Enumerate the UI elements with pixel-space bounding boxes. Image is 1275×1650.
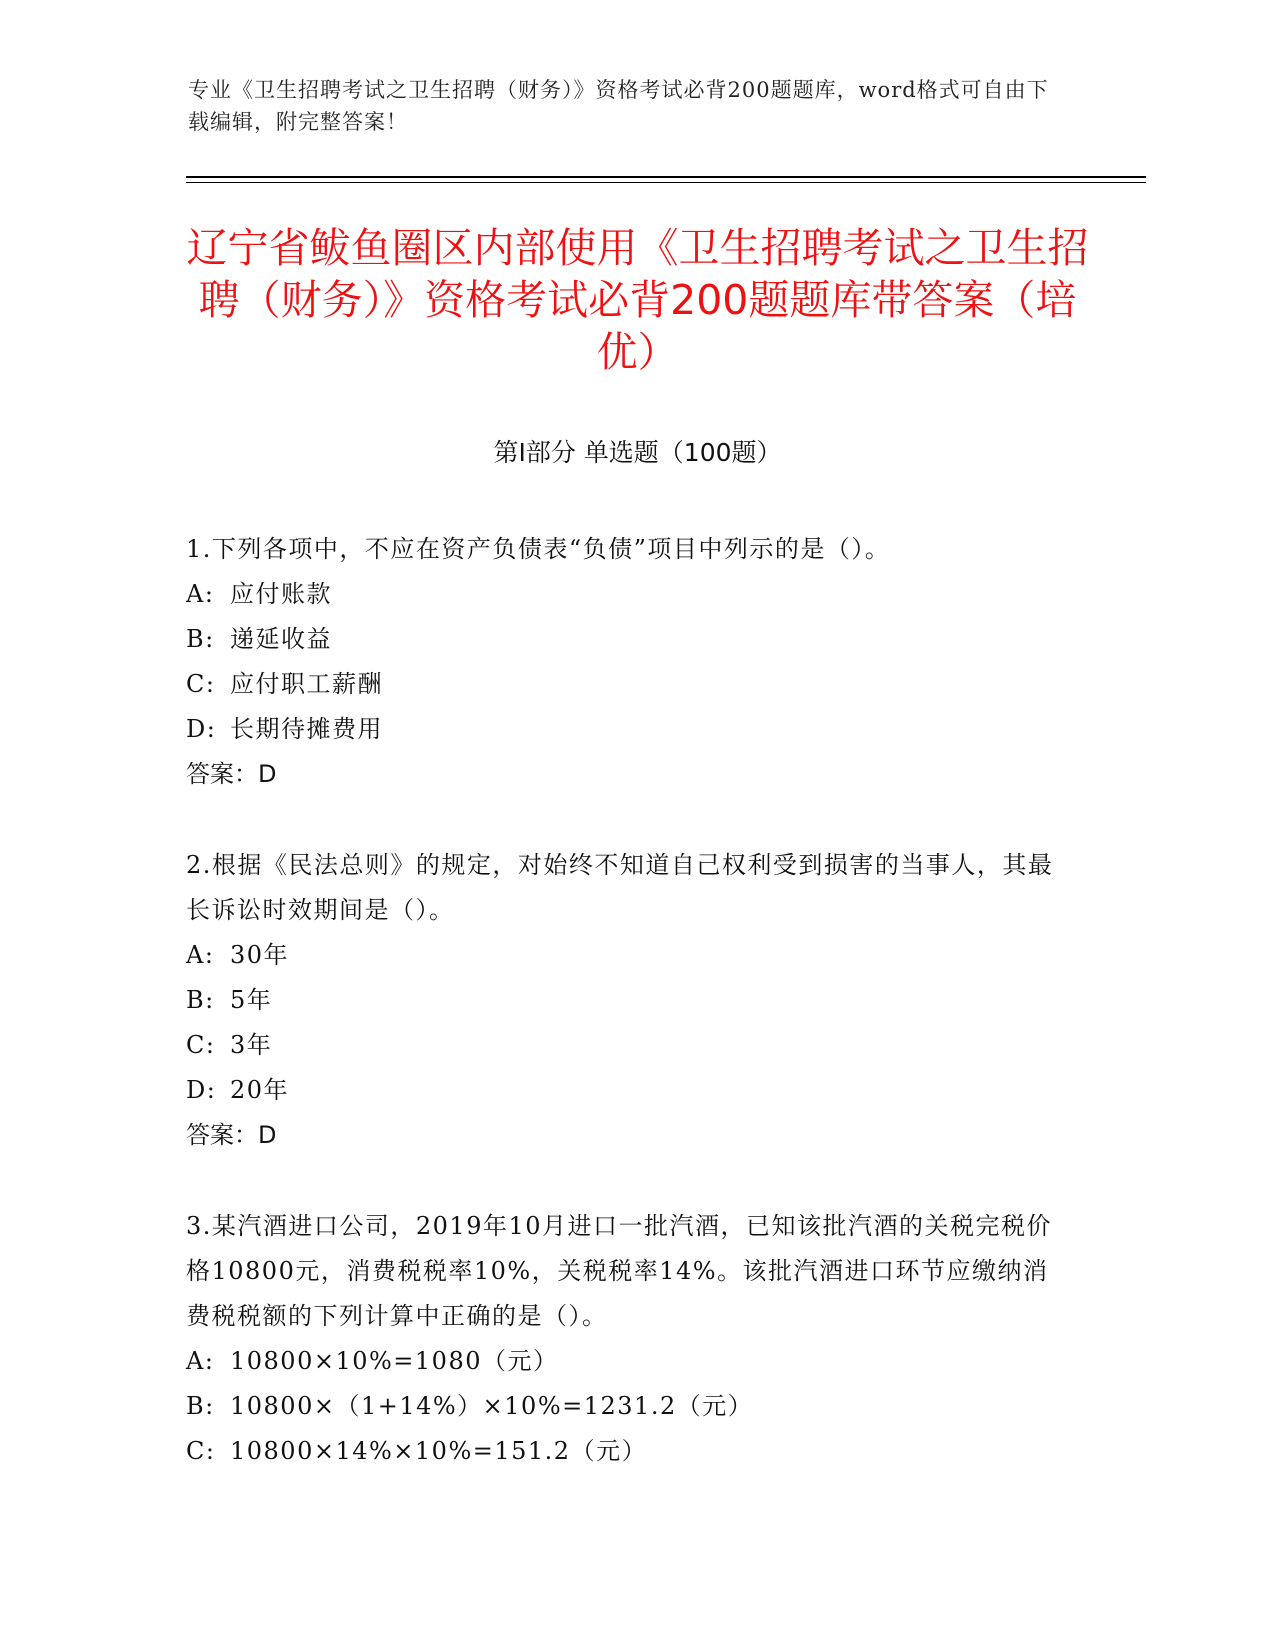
- question-3: [186, 1204, 1066, 1474]
- document-title: 辽宁省鲅鱼圈区内部使用《卫生招聘考试之卫生招聘（财务）》资格考试必背200题题库带答案（培优）: [186, 224, 1089, 376]
- question-stem: 2.根据《民法总则》的规定，对始终不知道自己权利受到损害的当事人，其最长诉讼时效期间是（）。: [186, 851, 1054, 924]
- option-c: [186, 1429, 1066, 1474]
- option-key: B:: [186, 986, 215, 1014]
- header-rule-thick: [186, 176, 1146, 178]
- option-text: 递延收益: [230, 625, 332, 653]
- option-text: 10800×10%=1080（元）: [230, 1347, 559, 1375]
- option-key: A:: [186, 1347, 215, 1375]
- option-a: [186, 572, 1066, 617]
- option-d: [186, 1068, 1066, 1113]
- answer-line: 答案：D: [186, 760, 277, 788]
- option-text: 长期待摊费用: [230, 715, 383, 743]
- question-1: [186, 527, 1066, 797]
- option-text: 20年: [230, 1076, 290, 1104]
- option-key: A:: [186, 941, 215, 969]
- option-text: 10800×（1+14%）×10%=1231.2（元）: [230, 1392, 754, 1420]
- question-2: [186, 843, 1066, 1158]
- option-a: [186, 1339, 1066, 1384]
- option-b: [186, 1384, 1066, 1429]
- option-key: B:: [186, 625, 215, 653]
- option-b: [186, 617, 1066, 662]
- option-text: 5年: [230, 986, 273, 1014]
- option-text: 应付账款: [230, 580, 332, 608]
- option-text: 应付职工薪酬: [230, 670, 383, 698]
- option-text: 30年: [230, 941, 290, 969]
- option-text: 3年: [230, 1031, 273, 1059]
- question-list: [186, 527, 1066, 1520]
- option-key: A:: [186, 580, 215, 608]
- option-a: [186, 933, 1066, 978]
- section-title: 第Ⅰ部分 单选题（100题）: [493, 438, 782, 467]
- option-key: C:: [186, 1437, 216, 1465]
- option-c: [186, 662, 1066, 707]
- option-text: 10800×14%×10%=151.2（元）: [230, 1437, 648, 1465]
- header-rule-thin: [186, 182, 1146, 183]
- option-key: D:: [186, 1076, 217, 1104]
- question-stem: 1.下列各项中，不应在资产负债表“负债”项目中列示的是（）。: [186, 535, 891, 563]
- answer-line: 答案：D: [186, 1121, 277, 1149]
- option-b: [186, 978, 1066, 1023]
- option-d: [186, 707, 1066, 752]
- header-note: 专业《卫生招聘考试之卫生招聘（财务）》资格考试必背200题题库，word格式可自由下载编辑，附完整答案！: [188, 78, 1049, 134]
- option-c: [186, 1023, 1066, 1068]
- option-key: B:: [186, 1392, 215, 1420]
- option-key: D:: [186, 715, 217, 743]
- option-key: C:: [186, 1031, 216, 1059]
- option-key: C:: [186, 670, 216, 698]
- question-stem: 3.某汽酒进口公司，2019年10月进口一批汽酒，已知该批汽酒的关税完税价格10800元，消费税税率10%，关税税率14%。该批汽酒进口环节应缴纳消费税税额的下列计算中正确的是（）。: [186, 1212, 1053, 1330]
